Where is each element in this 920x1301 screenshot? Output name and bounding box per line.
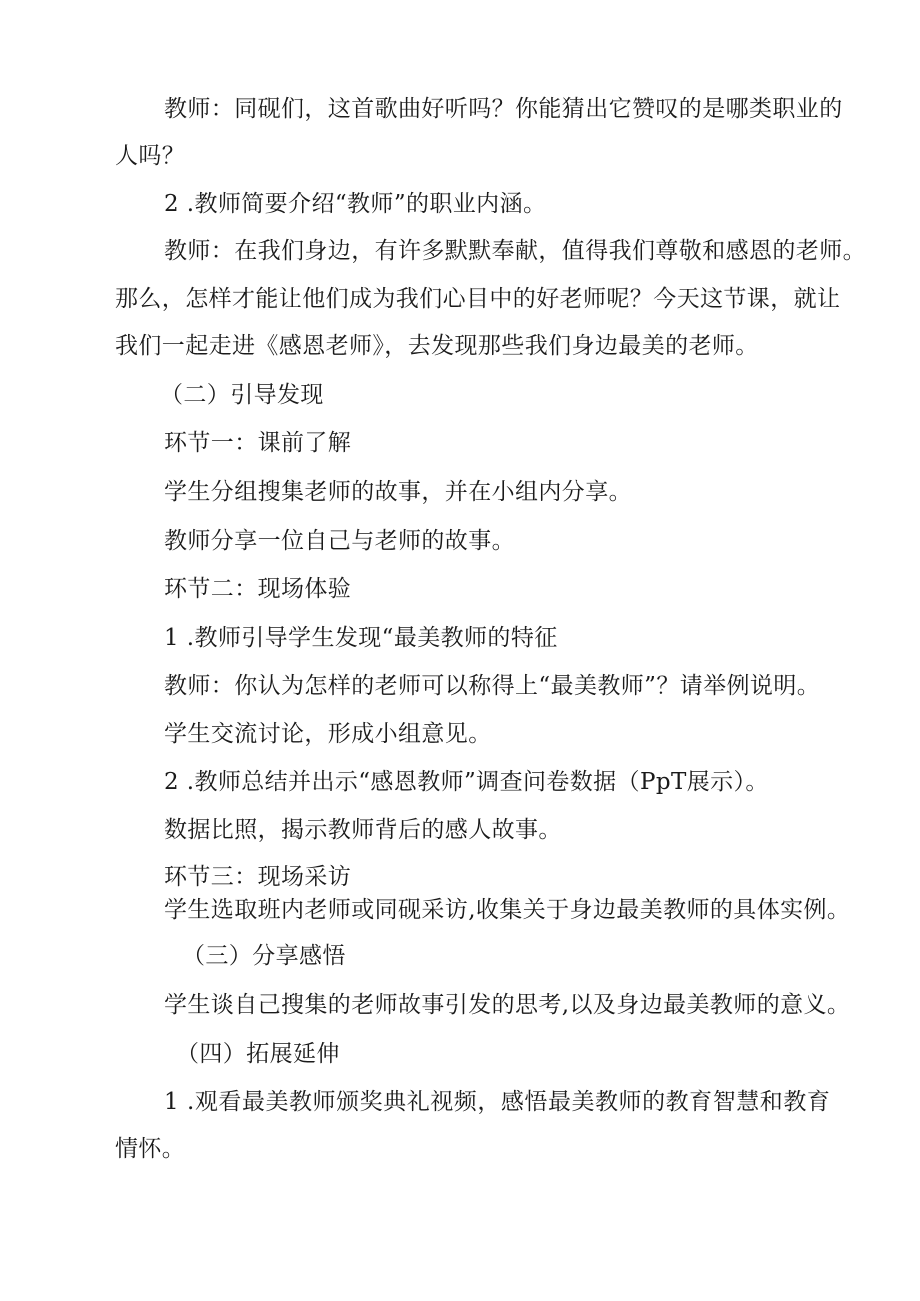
paragraph-line: 我们一起走进《感恩老师》，去发现那些我们身边最美的老师。 [115,333,759,359]
paragraph-line: 情怀。 [115,1136,186,1162]
paragraph-line: 那么，怎样才能让他们成为我们心目中的好老师呢？今天这节课，就让 [115,286,841,312]
sub-heading: 环节二：现场体验 [164,576,352,602]
paragraph-line: 学生选取班内老师或同砚采访,收集关于身边最美教师的具体实例。 [164,897,851,923]
paragraph-line: 教师分享一位自己与老师的故事。 [164,528,515,554]
paragraph-line: 人吗？ [115,143,186,169]
paragraph-line: 学生分组搜集老师的故事，并在小组内分享。 [164,479,632,505]
list-item: 1 .教师引导学生发现“最美教师的特征 [164,625,558,651]
paragraph-line: 教师：你认为怎样的老师可以称得上“最美教师”？请举例说明。 [164,673,821,699]
paragraph-line: 数据比照，揭示教师背后的感人故事。 [164,817,562,843]
sub-heading: 环节一：课前了解 [164,430,352,456]
list-item: 2 .教师总结并出示“感恩教师”调查问卷数据（PpT展示）。 [164,769,769,795]
section-heading: （二）引导发现 [160,382,324,408]
paragraph-line: 学生交流讨论，形成小组意见。 [164,721,492,747]
section-heading: （四）拓展延伸 [176,1041,340,1067]
list-item: 2 .教师简要介绍“教师”的职业内涵。 [164,191,547,217]
sub-heading: 环节三：现场采访 [164,864,352,890]
paragraph-line: 教师：在我们身边，有许多默默奉献，值得我们尊敬和感恩的老师。 [164,238,866,264]
list-item: 1 .观看最美教师颁奖典礼视频，感悟最美教师的教育智慧和教育 [164,1089,831,1115]
paragraph-line: 教师：同砚们，这首歌曲好听吗？你能猜出它赞叹的是哪类职业的 [164,96,843,122]
section-heading: （三）分享感悟 [182,943,346,969]
paragraph-line: 学生谈自己搜集的老师故事引发的思考,以及身边最美教师的意义。 [164,992,851,1018]
